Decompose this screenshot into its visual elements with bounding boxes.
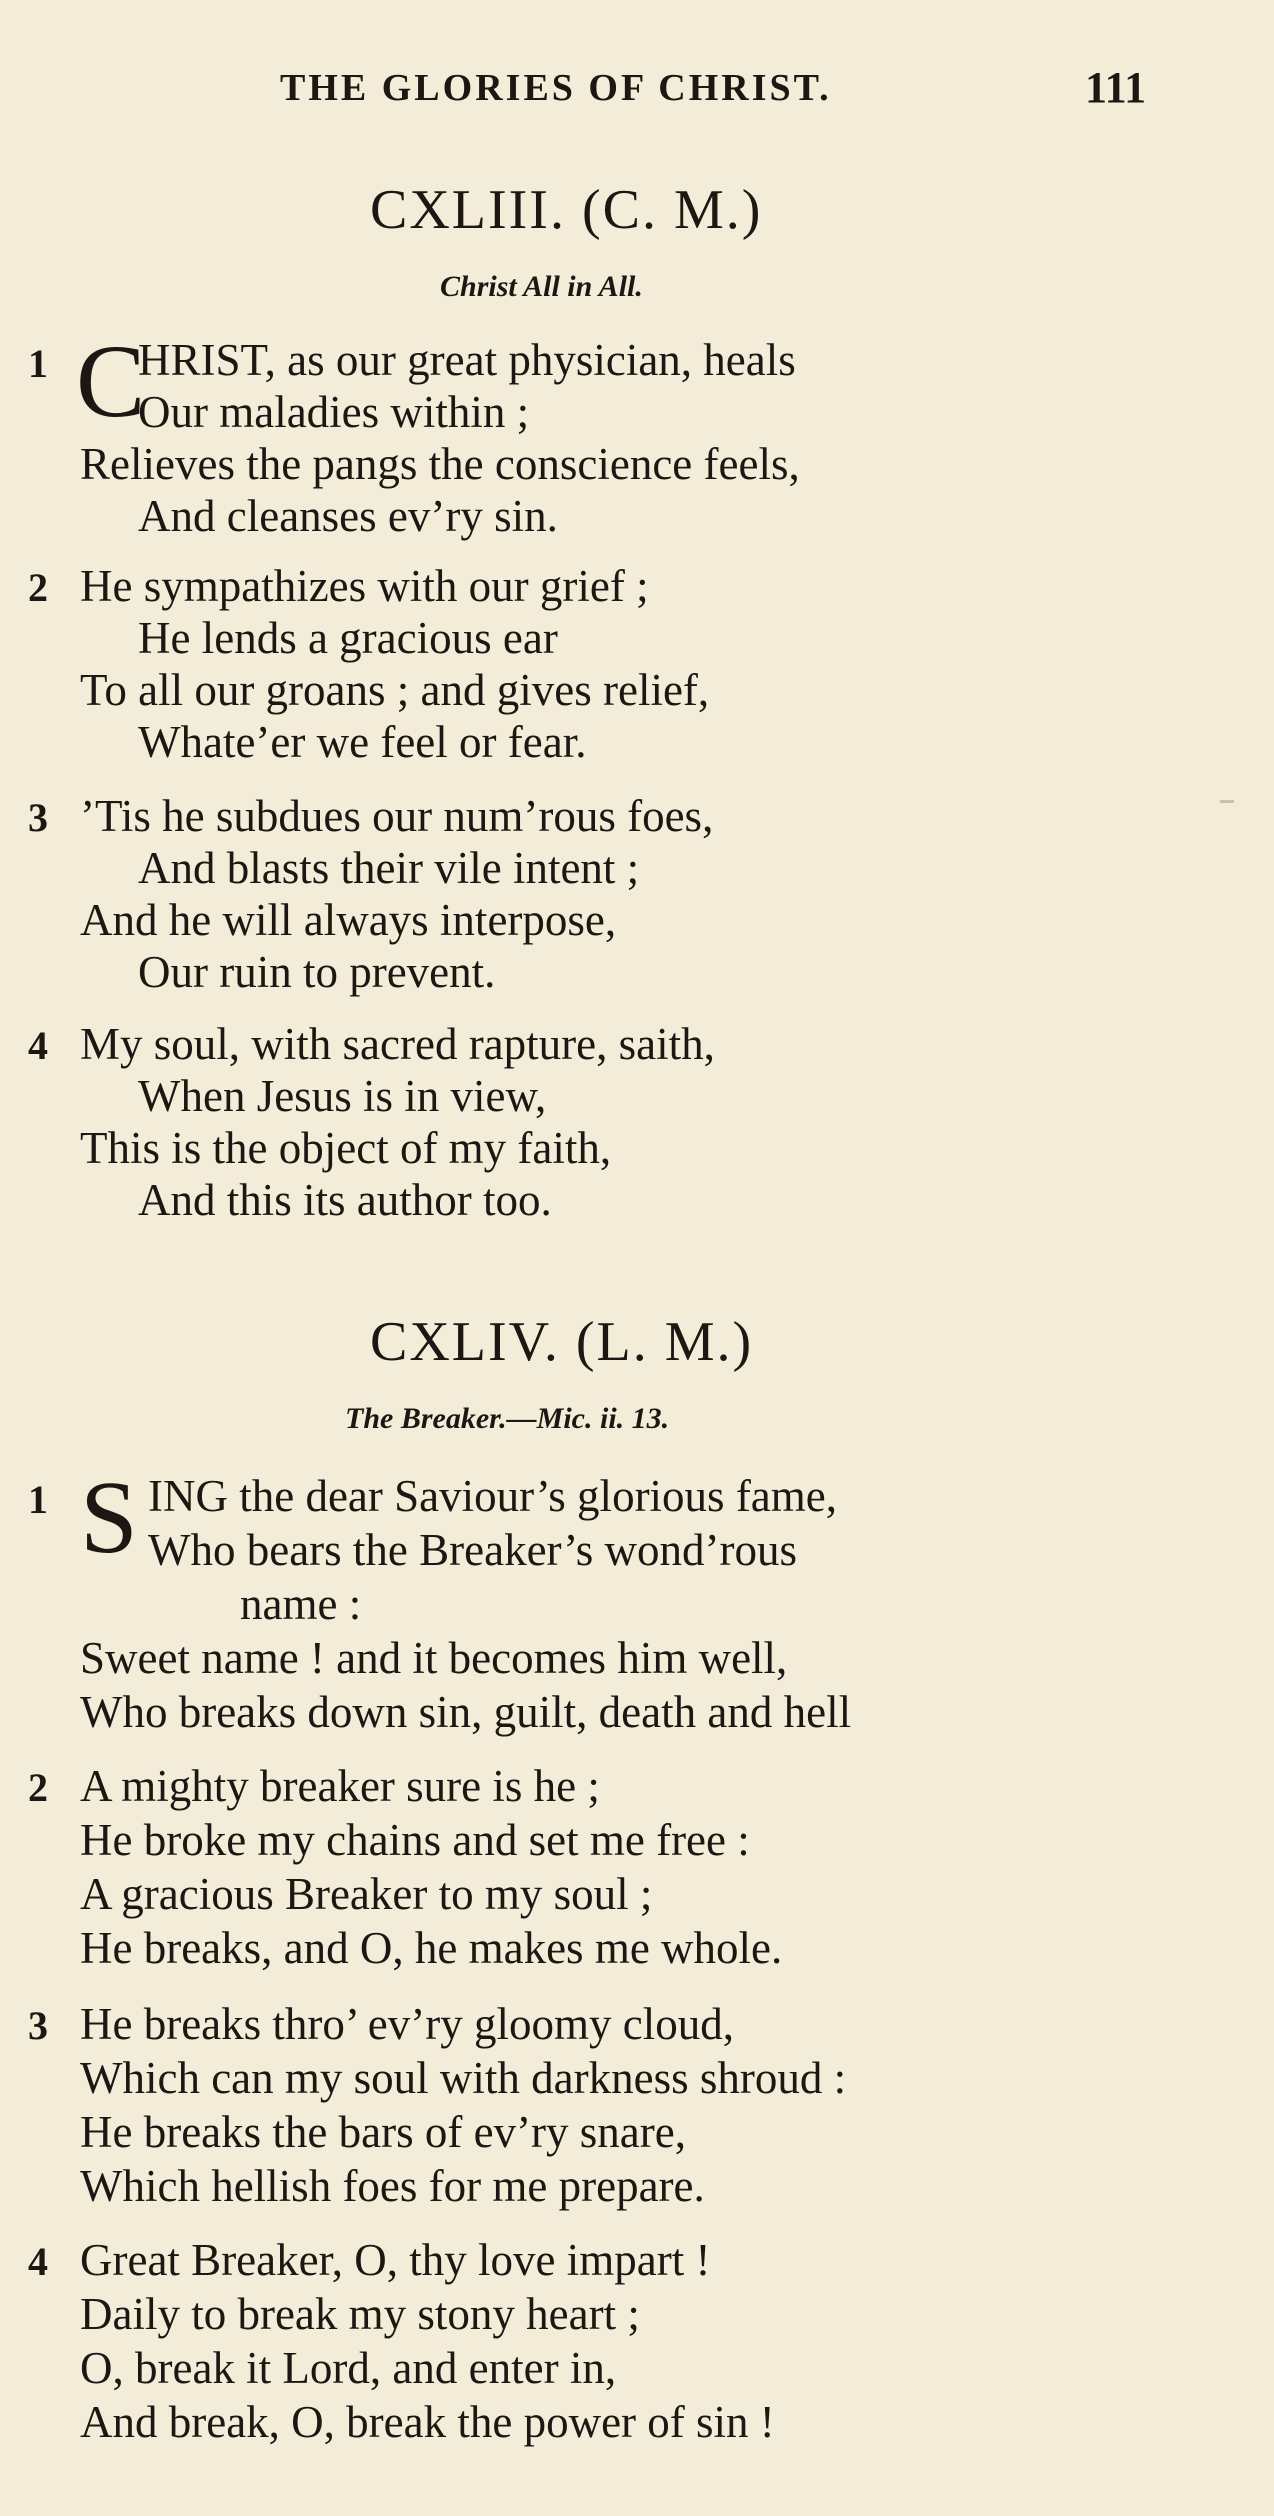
hymn-143-verse-4-number: 4 (28, 1023, 48, 1068)
hymn-143-v1-line-4: And cleanses ev’ry sin. (138, 491, 558, 541)
hymn-143-v3-line-3: And he will always interpose, (80, 895, 617, 945)
hymn-143-v3-line-2: And blasts their vile intent ; (138, 843, 640, 893)
hymn-143-v3-line-4: Our ruin to prevent. (138, 947, 496, 997)
hymn-143-v2-line-3: To all our groans ; and gives relief, (80, 665, 710, 715)
hymn-143-number: CXLIII. (C. M.) (370, 179, 763, 241)
hymn-144-v1-line-5: Who breaks down sin, guilt, death and hell (80, 1687, 852, 1737)
hymn-143-dropcap: C (76, 324, 146, 439)
hymn-143-v2-line-4: Whate’er we feel or fear. (138, 717, 587, 767)
hymn-143-v2-line-2: He lends a gracious ear (138, 613, 558, 663)
hymn-144-dropcap: S (80, 1460, 138, 1575)
hymn-143-v2-line-1: He sympathizes with our grief ; (80, 561, 649, 611)
hymn-144-v2-line-1: A mighty breaker sure is he ; (80, 1761, 600, 1811)
hymn-143-verse-2-number: 2 (28, 565, 48, 610)
hymn-144-verse-2-number: 2 (28, 1765, 48, 1810)
hymn-143-v4-line-2: When Jesus is in view, (138, 1071, 547, 1121)
hymn-144-v1-line-1: ING the dear Saviour’s glorious fame, (148, 1471, 837, 1521)
hymn-144-v4-line-4: And break, O, break the power of sin ! (80, 2397, 775, 2447)
hymn-143-v1-line-1: HRIST, as our great physician, heals (138, 335, 796, 385)
hymn-144-v4-line-1: Great Breaker, O, thy love impart ! (80, 2235, 711, 2285)
hymn-143-v1-line-3: Relieves the pangs the conscience feels, (80, 439, 800, 489)
hymn-144-v4-line-2: Daily to break my stony heart ; (80, 2289, 640, 2339)
hymn-144-v4-line-3: O, break it Lord, and enter in, (80, 2343, 617, 2393)
hymn-143-v4-line-1: My soul, with sacred rapture, saith, (80, 1019, 715, 1069)
hymn-144-verse-4-number: 4 (28, 2239, 48, 2284)
hymn-144-verse-3-number: 3 (28, 2003, 48, 2048)
hymn-144-v3-line-2: Which can my soul with darkness shroud : (80, 2053, 847, 2103)
hymn-144-v2-line-2: He broke my chains and set me free : (80, 1815, 750, 1865)
hymn-144-number: CXLIV. (L. M.) (370, 1311, 754, 1373)
hymn-144-v1-line-3: name : (240, 1579, 362, 1629)
hymn-143-subtitle: Christ All in All. (440, 270, 643, 303)
margin-speck (1220, 800, 1234, 803)
hymn-144-v1-line-4: Sweet name ! and it becomes him well, (80, 1633, 788, 1683)
running-head: THE GLORIES OF CHRIST. (280, 67, 832, 109)
hymn-144-v2-line-4: He breaks, and O, he makes me whole. (80, 1923, 783, 1973)
hymn-143-v4-line-3: This is the object of my faith, (80, 1123, 612, 1173)
hymn-144-subtitle: The Breaker.—Mic. ii. 13. (345, 1402, 670, 1435)
page-number: 111 (1085, 63, 1147, 112)
hymn-143-verse-1-number: 1 (28, 341, 48, 386)
hymn-143-v1-line-2: Our maladies within ; (138, 387, 530, 437)
hymn-143-verse-3-number: 3 (28, 795, 48, 840)
hymn-143-v4-line-4: And this its author too. (138, 1175, 552, 1225)
hymn-144-v3-line-4: Which hellish foes for me prepare. (80, 2161, 705, 2211)
hymn-144-v1-line-2: Who bears the Breaker’s wond’rous (148, 1525, 797, 1575)
hymn-144-v3-line-1: He breaks thro’ ev’ry gloomy cloud, (80, 1999, 734, 2049)
hymn-144-verse-1-number: 1 (28, 1477, 48, 1522)
hymn-144-v2-line-3: A gracious Breaker to my soul ; (80, 1869, 653, 1919)
hymn-144-v3-line-3: He breaks the bars of ev’ry snare, (80, 2107, 686, 2157)
hymn-143-v3-line-1: ’Tis he subdues our num’rous foes, (80, 791, 714, 841)
